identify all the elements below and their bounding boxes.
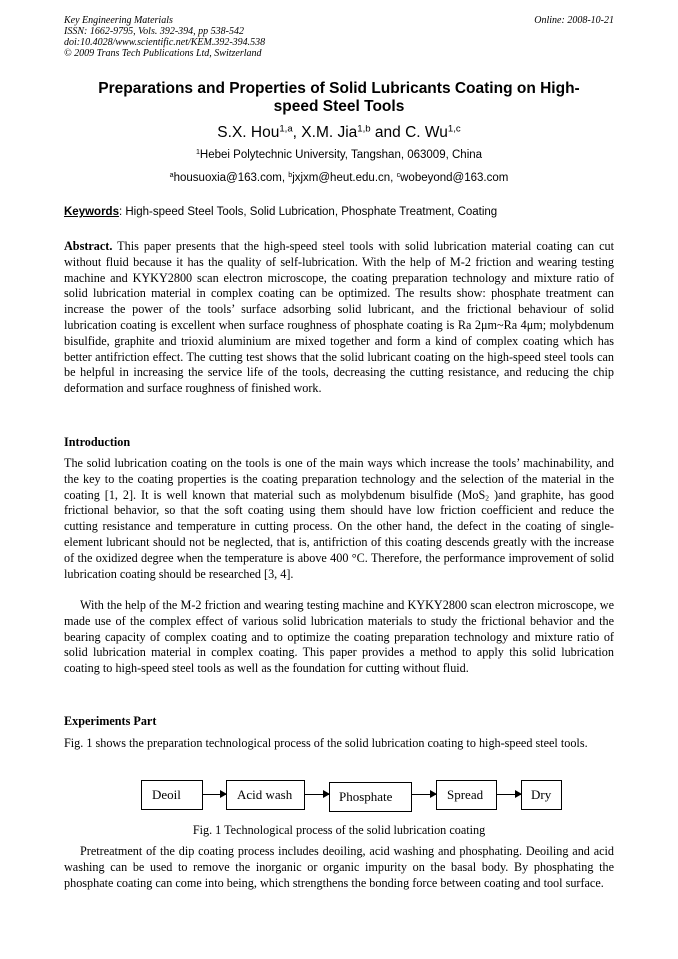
email-mark: c	[396, 171, 401, 180]
intro-text-part-2: )and graphite, has good frictional behavior, so that the soft coating using them should have low friction coefficient and reduce the cutting resistance and temperature in cutting process. On the other hand, the defect in the coating of single-element lubricant should not be neglected, that is, antifriction of this coating descends greatly with the increase of the oxidized degree when the temperature is above 400 °C. Therefore, the performance improvement of solid lubrication coating should be researched [3, 4].	[64, 487, 614, 581]
affiliation-text: Hebei Polytechnic University, Tangshan, 063009, China	[199, 149, 483, 161]
flow-arrow-icon	[412, 794, 436, 795]
keywords-text: : High-speed Steel Tools, Solid Lubrication, Phosphate Treatment, Coating	[118, 206, 498, 218]
author-affiliation-mark: 1,c	[447, 123, 461, 135]
abstract-text: This paper presents that the high-speed steel tools with solid lubrication material coating can cut without fluid because it has the quality of self-lubrication. With the help of M-2 friction and wearing testing machine and KYKY2800 scan electron microscope, the coating preparation technology and mixture ratio of solid lubrication material in complex coating can be optimized. The results show: phosphate treatment can increase the power of the tools’ surface adsorbing solid lubricant, and the frictional behaviour of solid lubrication coating is excellent when surface roughness of phosphate coating is Ra 2μm~Ra 4μm; molybdenum bisulfide, graphite and trioxid aluminium are mixed together and form a kind of complex coating which has better antifriction effect. The cutting test shows that the solid lubricant coating on the high-speed steel tools can be helpful in increasing the service life of the tools, decreasing the cutting resistance, and reducing the chip deformation and surface roughness of finished work.	[64, 239, 614, 396]
email-separator: ,	[281, 172, 289, 184]
flow-step-dry: Dry	[521, 780, 562, 810]
copyright-line: © 2009 Trans Tech Publications Ltd, Switzerland	[64, 48, 262, 59]
paper-title: Preparations and Properties of Solid Lubricants Coating on High-speed Steel Tools	[98, 80, 580, 115]
email-mark: b	[288, 171, 293, 180]
mos2-subscript: 2	[485, 493, 490, 503]
journal-name: Key Engineering Materials	[64, 15, 173, 26]
author-affiliation-mark: 1,b	[357, 123, 371, 135]
author-name: C. Wu	[405, 124, 448, 141]
flow-arrow-icon	[203, 794, 226, 795]
email-mark: a	[169, 171, 174, 180]
flow-arrow-icon	[305, 794, 329, 795]
author-name: X.M. Jia	[301, 124, 358, 141]
affiliation-mark: 1	[195, 148, 200, 157]
email-address: wobeyond@163.com	[400, 172, 509, 184]
introduction-paragraph-1	[64, 456, 614, 582]
author-name: S.X. Hou	[217, 124, 280, 141]
flow-step-spread: Spread	[436, 780, 497, 810]
email-separator: ,	[390, 172, 397, 184]
intro-text-part-1: The solid lubrication coating on the tools is one of the main ways which increase the tools’ machinability, and the key to the coating properties is the coating preparation technology and the selection of the material in the coating [1, 2]. It is well known that material such as molybdenum bisulfide (MoS	[64, 456, 614, 502]
email-address: jxjxm@heut.edu.cn	[292, 172, 391, 184]
keywords-label: Keywords	[64, 206, 119, 218]
flow-step-acid-wash: Acid wash	[226, 780, 305, 810]
journal-header	[64, 15, 265, 59]
flow-step-phosphate: Phosphate	[329, 782, 412, 812]
issn-line: ISSN: 1662-9795, Vols. 392-394, pp 538-542	[64, 26, 244, 37]
figure-caption: Fig. 1 Technological process of the solid lubrication coating	[192, 823, 486, 837]
keywords	[64, 205, 614, 219]
abstract-label: Abstract.	[64, 239, 113, 253]
author-list	[0, 124, 678, 142]
process-flow-diagram	[0, 772, 678, 822]
experiments-heading: Experiments Part	[64, 714, 157, 728]
author-separator: and	[370, 124, 406, 141]
affiliation	[0, 148, 678, 162]
experiments-paragraph-1: Fig. 1 shows the preparation technological process of the solid lubrication coating to high-speed steel tools.	[64, 736, 588, 750]
author-affiliation-mark: 1,a	[279, 123, 293, 135]
online-date: Online: 2008-10-21	[534, 15, 614, 26]
introduction-heading: Introduction	[64, 435, 131, 449]
author-separator: ,	[292, 124, 302, 141]
doi-line: doi:10.4028/www.scientific.net/KEM.392-394.538	[64, 37, 266, 48]
email-address: housuoxia@163.com	[173, 172, 282, 184]
introduction-paragraph-2: With the help of the M-2 friction and wearing testing machine and KYKY2800 scan electron microscope, we made use of the complex effect of various solid lubrication materials to study the frictional behavior and the bearing capacity of complex coating and to optimize the coating preparation technology and mixture ratio of solid lubrication material in complex coating. This paper provides a method to apply this solid lubrication coating to high-speed steel tools as well as the foundation for cutting without fluid.	[64, 598, 614, 676]
flow-arrow-icon	[497, 794, 521, 795]
author-emails	[0, 171, 678, 185]
abstract	[64, 239, 614, 397]
flow-step-deoil: Deoil	[141, 780, 203, 810]
experiments-paragraph-2: Pretreatment of the dip coating process includes deoiling, acid washing and phosphating. Deoiling and acid washing can be used to remove the inorganic or organic impurity on the basal body. By phosphating the phosphate coating can come into being, which strengthens the bonding force between coating and tool surface.	[64, 844, 614, 890]
